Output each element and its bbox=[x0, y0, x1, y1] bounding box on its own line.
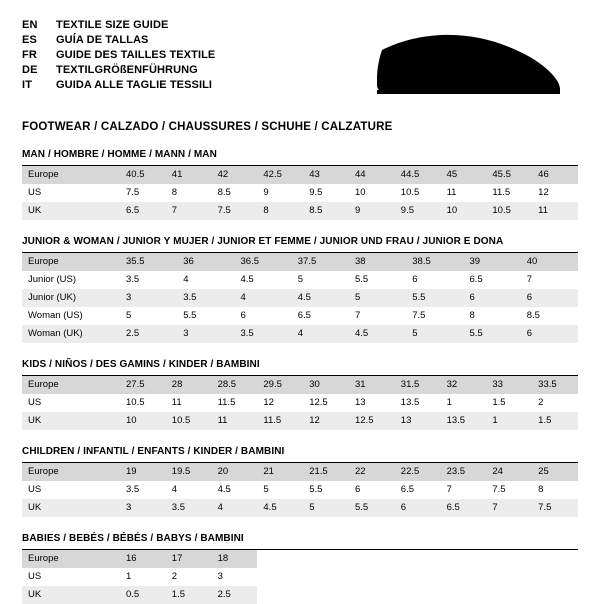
cell: 5.5 bbox=[355, 274, 369, 285]
table-row bbox=[22, 481, 578, 499]
row-label: Junior (UK) bbox=[22, 289, 120, 307]
cell-empty bbox=[349, 586, 395, 604]
cell-empty bbox=[395, 550, 441, 568]
cell-empty bbox=[486, 550, 532, 568]
cell: 30 bbox=[303, 376, 349, 394]
language-title-list bbox=[22, 18, 215, 92]
cell: 46 bbox=[532, 166, 578, 184]
cell: 33.5 bbox=[532, 376, 578, 394]
cell: 7.5 bbox=[126, 187, 140, 198]
row-label: Europe bbox=[22, 463, 120, 481]
table-row bbox=[22, 184, 578, 202]
cell: 12 bbox=[263, 397, 274, 408]
cell: 22.5 bbox=[395, 463, 441, 481]
cell: 28.5 bbox=[212, 376, 258, 394]
language-code: IT bbox=[22, 79, 33, 91]
table-row bbox=[22, 568, 578, 586]
cell: 1 bbox=[126, 571, 132, 582]
cell: 6 bbox=[521, 325, 578, 343]
cell-empty bbox=[486, 568, 532, 586]
cell: 8 bbox=[538, 484, 544, 495]
language-row bbox=[22, 18, 215, 32]
cell: 4.5 bbox=[217, 484, 231, 495]
page-title: FOOTWEAR / CALZADO / CHAUSSURES / SCHUHE / CALZATURE bbox=[22, 121, 393, 133]
cell: 5.5 bbox=[309, 484, 323, 495]
cell-empty bbox=[532, 568, 578, 586]
size-table-babies bbox=[22, 550, 578, 604]
language-code: FR bbox=[22, 49, 38, 61]
cell: 7 bbox=[526, 274, 533, 285]
cell: 7 bbox=[446, 484, 452, 495]
cell: 31 bbox=[349, 376, 395, 394]
cell: 10 bbox=[120, 412, 166, 430]
table-row bbox=[22, 253, 578, 271]
cell: 5 bbox=[303, 499, 349, 517]
cell: 11.5 bbox=[257, 412, 303, 430]
table-row bbox=[22, 166, 578, 184]
cell: 19.5 bbox=[166, 463, 212, 481]
size-group-kids bbox=[22, 359, 578, 430]
cell: 6 bbox=[395, 499, 441, 517]
row-label: UK bbox=[22, 412, 120, 430]
cell: 28 bbox=[166, 376, 212, 394]
cell: 6 bbox=[354, 484, 361, 495]
cell: 5.5 bbox=[406, 289, 463, 307]
cell: 8.5 bbox=[217, 187, 231, 198]
cell: 11 bbox=[446, 187, 457, 198]
cell: 6.5 bbox=[441, 499, 487, 517]
language-title: TEXTILE SIZE GUIDE bbox=[56, 19, 169, 31]
cell: 6 bbox=[412, 274, 418, 285]
cell: 5.5 bbox=[183, 310, 197, 321]
cell: 3 bbox=[217, 571, 223, 582]
cell: 7 bbox=[166, 202, 212, 220]
table-row bbox=[22, 550, 578, 568]
cell: 41 bbox=[166, 166, 212, 184]
table-row bbox=[22, 499, 578, 517]
cell-empty bbox=[441, 550, 487, 568]
row-label: US bbox=[28, 397, 42, 408]
cell: 5 bbox=[126, 310, 132, 321]
size-group-babies bbox=[22, 533, 578, 604]
cell: 8 bbox=[257, 202, 303, 220]
row-label: US bbox=[28, 187, 42, 198]
cell: 5.5 bbox=[464, 325, 521, 343]
cell: 38.5 bbox=[406, 253, 463, 271]
cell: 36.5 bbox=[235, 253, 292, 271]
cell-empty bbox=[441, 568, 487, 586]
cell: 4.5 bbox=[240, 274, 254, 285]
cell: 21 bbox=[257, 463, 303, 481]
size-table-kids bbox=[22, 376, 578, 430]
cell-empty bbox=[532, 550, 578, 568]
cell: 10.5 bbox=[126, 397, 145, 408]
cell: 18 bbox=[212, 550, 258, 568]
row-label: Woman (UK) bbox=[22, 325, 120, 343]
size-table-children bbox=[22, 463, 578, 517]
row-label: Junior (US) bbox=[28, 274, 77, 285]
cell: 7.5 bbox=[492, 484, 506, 495]
cell-empty bbox=[395, 586, 441, 604]
cell: 2.5 bbox=[212, 586, 258, 604]
cell: 4 bbox=[183, 274, 189, 285]
cell: 6 bbox=[240, 310, 246, 321]
size-group-man bbox=[22, 149, 578, 220]
cell: 0.5 bbox=[120, 586, 166, 604]
cell: 12 bbox=[303, 412, 349, 430]
cell-empty bbox=[349, 568, 395, 586]
cell: 10 bbox=[354, 187, 366, 198]
cell: 31.5 bbox=[395, 376, 441, 394]
cell: 2 bbox=[171, 571, 178, 582]
language-row bbox=[22, 48, 215, 62]
cell: 22 bbox=[349, 463, 395, 481]
size-group-junior-woman bbox=[22, 236, 578, 343]
cell: 25 bbox=[532, 463, 578, 481]
cell: 36 bbox=[177, 253, 234, 271]
cell: 5 bbox=[406, 325, 463, 343]
cell-empty bbox=[441, 586, 487, 604]
cell: 3 bbox=[120, 289, 177, 307]
cell: 37.5 bbox=[292, 253, 349, 271]
cell: 12.5 bbox=[349, 412, 395, 430]
cell: 2 bbox=[538, 397, 544, 408]
cell: 12.5 bbox=[309, 397, 328, 408]
cell: 7.5 bbox=[532, 499, 578, 517]
table-row bbox=[22, 289, 578, 307]
group-title: BABIES / BEBÉS / BÉBÉS / BABYS / BAMBINI bbox=[22, 533, 578, 550]
row-label: US bbox=[28, 571, 42, 582]
cell-empty bbox=[257, 568, 303, 586]
cell: 32 bbox=[441, 376, 487, 394]
cell: 11 bbox=[171, 397, 182, 408]
group-title: MAN / HOMBRE / HOMME / MANN / MAN bbox=[22, 149, 578, 166]
cell: 4 bbox=[235, 289, 292, 307]
cell: 12 bbox=[538, 187, 549, 198]
cell-empty bbox=[486, 586, 532, 604]
table-row bbox=[22, 463, 578, 481]
cell-empty bbox=[257, 550, 303, 568]
row-label: US bbox=[28, 484, 42, 495]
cell: 5 bbox=[263, 484, 269, 495]
table-row bbox=[22, 394, 578, 412]
table-row bbox=[22, 202, 578, 220]
cell: 8.5 bbox=[303, 202, 349, 220]
cell: 13.5 bbox=[400, 397, 420, 408]
cell: 44.5 bbox=[395, 166, 441, 184]
cell: 1 bbox=[486, 412, 532, 430]
cell: 3.5 bbox=[166, 499, 212, 517]
cell: 11 bbox=[532, 202, 578, 220]
cell: 7.5 bbox=[412, 310, 426, 321]
size-table-man bbox=[22, 166, 578, 220]
cell: 13 bbox=[395, 412, 441, 430]
cell: 2.5 bbox=[120, 325, 177, 343]
group-title: CHILDREN / INFANTIL / ENFANTS / KINDER / BAMBINI bbox=[22, 446, 578, 463]
cell: 8.5 bbox=[526, 310, 540, 321]
cell: 13.5 bbox=[441, 412, 487, 430]
cell-empty bbox=[303, 586, 349, 604]
cell: 11.5 bbox=[217, 397, 236, 408]
language-row bbox=[22, 78, 215, 92]
cell: 38 bbox=[349, 253, 406, 271]
cell: 4.5 bbox=[292, 289, 349, 307]
size-group-children bbox=[22, 446, 578, 517]
cell: 29.5 bbox=[257, 376, 303, 394]
cell: 3.5 bbox=[177, 289, 234, 307]
cell: 8 bbox=[469, 310, 475, 321]
cell: 24 bbox=[486, 463, 532, 481]
cell: 35.5 bbox=[120, 253, 177, 271]
row-label: Europe bbox=[22, 376, 120, 394]
cell: 11.5 bbox=[492, 187, 511, 198]
cell: 9 bbox=[263, 187, 269, 198]
cell: 27.5 bbox=[120, 376, 166, 394]
language-code: EN bbox=[22, 19, 38, 31]
cell: 42.5 bbox=[257, 166, 303, 184]
cell: 13 bbox=[354, 397, 366, 408]
cell: 10.5 bbox=[400, 187, 420, 198]
cell: 6.5 bbox=[297, 310, 311, 321]
cell: 6.5 bbox=[400, 484, 414, 495]
language-row bbox=[22, 63, 215, 77]
cell: 40 bbox=[521, 253, 578, 271]
language-title: GUIDA ALLE TAGLIE TESSILI bbox=[56, 79, 213, 91]
cell: 6.5 bbox=[120, 202, 166, 220]
language-title: GUÍA DE TALLAS bbox=[56, 34, 149, 46]
group-title: KIDS / NIÑOS / DES GAMINS / KINDER / BAMBINI bbox=[22, 359, 578, 376]
cell: 3 bbox=[120, 499, 166, 517]
table-row bbox=[22, 586, 578, 604]
cell: 11 bbox=[212, 412, 258, 430]
row-label: UK bbox=[22, 499, 120, 517]
cell: 4.5 bbox=[257, 499, 303, 517]
cell: 1.5 bbox=[166, 586, 212, 604]
cell: 9.5 bbox=[395, 202, 441, 220]
cell-empty bbox=[395, 568, 441, 586]
row-label: Europe bbox=[22, 166, 120, 184]
row-label: UK bbox=[22, 202, 120, 220]
cell: 6.5 bbox=[469, 274, 483, 285]
cell: 9.5 bbox=[309, 187, 323, 198]
cell: 40.5 bbox=[120, 166, 166, 184]
cell: 6 bbox=[521, 289, 578, 307]
cell: 21.5 bbox=[303, 463, 349, 481]
cell: 6 bbox=[464, 289, 521, 307]
size-table-junior-woman bbox=[22, 253, 578, 343]
cell: 20 bbox=[212, 463, 258, 481]
row-label: UK bbox=[22, 586, 120, 604]
table-row bbox=[22, 376, 578, 394]
dress-shoe-icon bbox=[374, 32, 564, 107]
cell: 1.5 bbox=[532, 412, 578, 430]
cell: 5 bbox=[349, 289, 406, 307]
cell-empty bbox=[303, 568, 349, 586]
cell: 8 bbox=[171, 187, 178, 198]
cell: 4.5 bbox=[349, 325, 406, 343]
language-code: ES bbox=[22, 34, 38, 46]
cell: 7 bbox=[486, 499, 532, 517]
language-title: GUIDE DES TAILLES TEXTILE bbox=[56, 49, 216, 61]
cell: 9 bbox=[349, 202, 395, 220]
table-row bbox=[22, 325, 578, 343]
language-code: DE bbox=[22, 64, 38, 76]
cell: 5 bbox=[297, 274, 304, 285]
row-label: Europe bbox=[22, 550, 120, 568]
language-row bbox=[22, 33, 215, 47]
cell: 5.5 bbox=[349, 499, 395, 517]
cell: 1 bbox=[446, 397, 452, 408]
cell-empty bbox=[303, 550, 349, 568]
row-label: Woman (US) bbox=[28, 310, 83, 321]
group-title: JUNIOR & WOMAN / JUNIOR Y MUJER / JUNIOR ET FEMME / JUNIOR UND FRAU / JUNIOR E DONA bbox=[22, 236, 578, 253]
cell: 16 bbox=[120, 550, 166, 568]
cell: 45 bbox=[441, 166, 487, 184]
cell: 4 bbox=[292, 325, 349, 343]
cell-empty bbox=[349, 550, 395, 568]
table-row bbox=[22, 412, 578, 430]
cell-empty bbox=[532, 586, 578, 604]
cell: 45.5 bbox=[486, 166, 532, 184]
cell: 39 bbox=[464, 253, 521, 271]
cell: 7.5 bbox=[212, 202, 258, 220]
cell-empty bbox=[257, 586, 303, 604]
table-row bbox=[22, 307, 578, 325]
language-title: TEXTILGRÖßENFÜHRUNG bbox=[56, 64, 198, 76]
cell: 4 bbox=[171, 484, 178, 495]
cell: 3 bbox=[177, 325, 234, 343]
cell: 44 bbox=[349, 166, 395, 184]
cell: 17 bbox=[166, 550, 212, 568]
cell: 4 bbox=[212, 499, 258, 517]
cell: 33 bbox=[486, 376, 532, 394]
cell: 42 bbox=[212, 166, 258, 184]
cell: 23.5 bbox=[441, 463, 487, 481]
cell: 43 bbox=[303, 166, 349, 184]
page-header bbox=[22, 18, 578, 107]
cell: 3.5 bbox=[235, 325, 292, 343]
cell: 7 bbox=[355, 310, 361, 321]
cell: 1.5 bbox=[492, 397, 506, 408]
table-row bbox=[22, 271, 578, 289]
cell: 3.5 bbox=[126, 484, 140, 495]
cell: 3.5 bbox=[126, 274, 140, 285]
cell: 10 bbox=[441, 202, 487, 220]
cell: 19 bbox=[120, 463, 166, 481]
row-label: Europe bbox=[22, 253, 120, 271]
cell: 10.5 bbox=[166, 412, 212, 430]
cell: 10.5 bbox=[486, 202, 532, 220]
